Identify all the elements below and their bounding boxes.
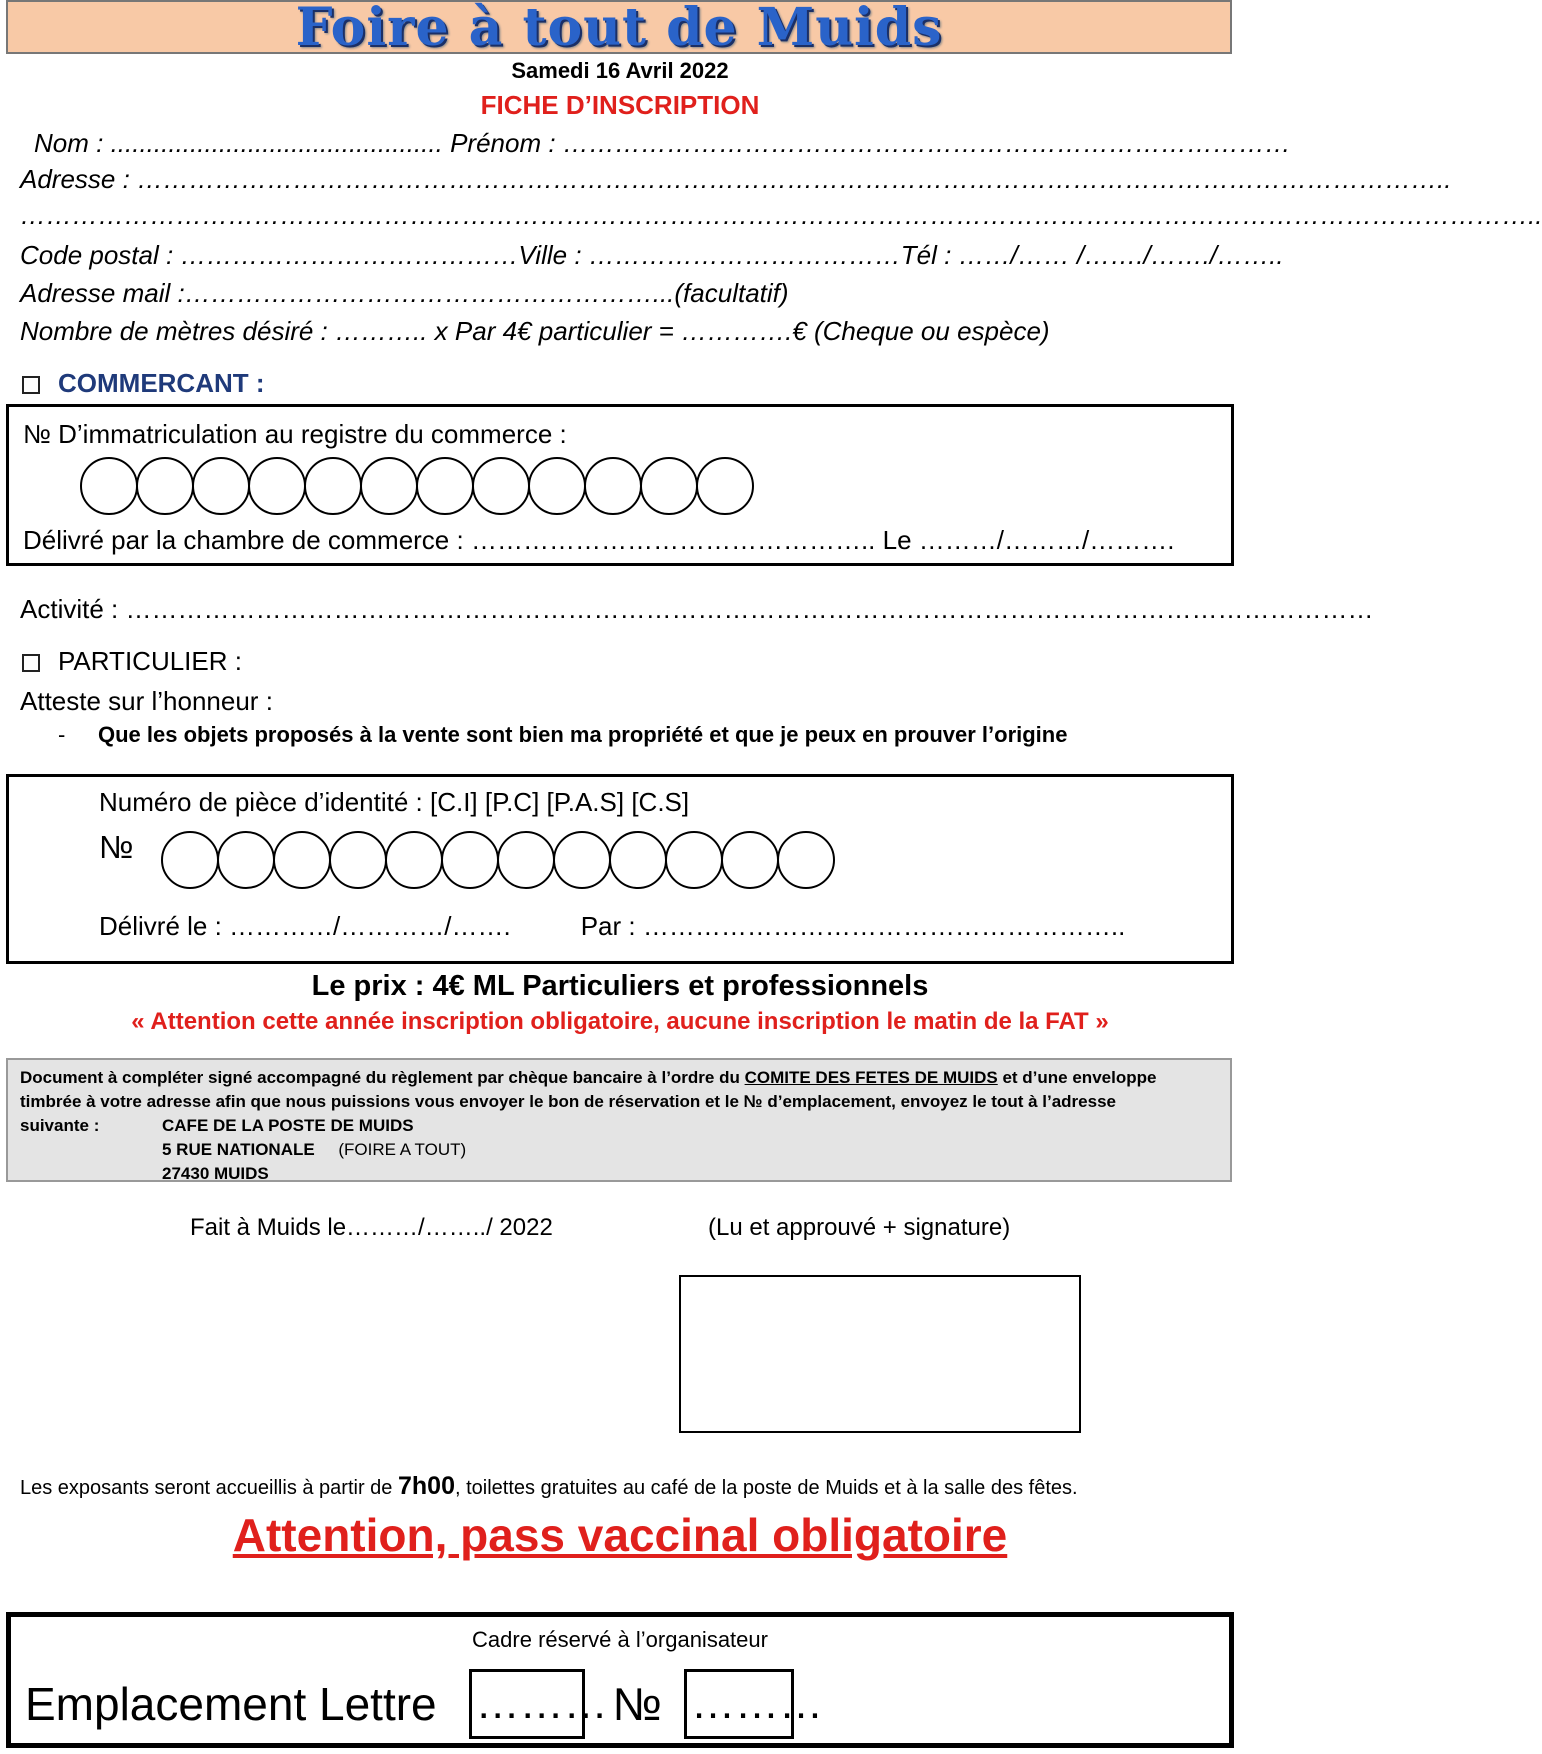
inscription-warning: « Attention cette année inscription obligatoire, aucune inscription le matin de la FAT »	[131, 1008, 1109, 1035]
atteste-label: Atteste sur l’honneur :	[20, 686, 273, 716]
bullet-dash: -	[58, 722, 66, 747]
identite-box	[6, 774, 1234, 964]
particulier-checkbox[interactable]	[22, 654, 40, 672]
digit-circle[interactable]	[161, 831, 219, 889]
particulier-label: PARTICULIER :	[58, 646, 242, 676]
digit-circle[interactable]	[304, 457, 362, 515]
exposants-text-pre: Les exposants seront accueillis à partir de	[20, 1477, 398, 1499]
address-line-3	[20, 1162, 1218, 1186]
comite-name: COMITE DES FETES DE MUIDS	[744, 1068, 998, 1087]
attestation-item	[58, 722, 1067, 748]
title-banner	[6, 0, 1232, 58]
digit-circle[interactable]	[640, 457, 698, 515]
digit-circle[interactable]	[385, 831, 443, 889]
digit-circle[interactable]	[609, 831, 667, 889]
digit-circle[interactable]	[553, 831, 611, 889]
par-field[interactable]: Par : ………………………………………………..	[580, 911, 1126, 941]
instructions-text	[20, 1066, 1218, 1114]
address-name: CAFE DE LA POSTE DE MUIDS	[162, 1116, 414, 1135]
digit-circle[interactable]	[360, 457, 418, 515]
delivre-le-field[interactable]	[99, 911, 1125, 942]
immatriculation-label: № D’immatriculation au registre du commerce :	[23, 419, 567, 449]
numero-box[interactable]: ………	[684, 1669, 794, 1739]
exposants-text-post: , toilettes gratuites au café de la poste de Muids et à la salle des fêtes.	[454, 1477, 1078, 1499]
attestation-text: Que les objets proposés à la vente sont bien ma propriété et que je peux en prouver l’origine	[98, 722, 1068, 747]
field-adresse-mail[interactable]: Adresse mail :………………………………………………...(facultatif)	[20, 278, 789, 308]
digit-circle[interactable]	[497, 831, 555, 889]
field-adresse[interactable]: Adresse : ……………………………………………………………………………………………………………………………………..	[20, 164, 1452, 194]
identite-digits	[161, 831, 833, 889]
suivante-label: suivante :	[20, 1116, 100, 1135]
digit-circle[interactable]	[528, 457, 586, 515]
commercant-option[interactable]	[22, 368, 265, 399]
address-line-1	[20, 1114, 1218, 1138]
immatriculation-digits	[80, 457, 752, 515]
digit-circle[interactable]	[217, 831, 275, 889]
cadre-label: Cadre réservé à l’organisateur	[472, 1627, 768, 1652]
field-nombre-metres[interactable]: Nombre de mètres désiré : ……….. x Par 4€ particulier = ………….€ (Cheque ou espèce)	[20, 316, 1050, 346]
digit-circle[interactable]	[248, 457, 306, 515]
exposants-info	[20, 1472, 1078, 1501]
digit-circle[interactable]	[777, 831, 835, 889]
digit-circle[interactable]	[80, 457, 138, 515]
chambre-commerce-field[interactable]: Délivré par la chambre de commerce : ……………………………………….. Le ………/………/……….	[23, 525, 1175, 555]
address-note: (FOIRE A TOUT)	[338, 1140, 467, 1159]
form-subtitle: FICHE D’INSCRIPTION	[480, 90, 760, 120]
delivre-le-text: Délivré le : …………/…………/…….	[99, 911, 511, 941]
address-city: 27430 MUIDS	[162, 1164, 269, 1183]
event-date: Samedi 16 Avril 2022	[511, 58, 729, 83]
digit-circle[interactable]	[329, 831, 387, 889]
lu-approuve-label: (Lu et approuvé + signature)	[708, 1214, 1011, 1241]
digit-circle[interactable]	[192, 457, 250, 515]
field-activite[interactable]: Activité : ………………………………………………………………………………………………………………………………	[20, 594, 1374, 624]
commercant-box	[6, 404, 1234, 566]
numero-label: №	[99, 829, 134, 865]
digit-circle[interactable]	[441, 831, 499, 889]
particulier-option[interactable]	[22, 646, 242, 677]
digit-circle[interactable]	[665, 831, 723, 889]
digit-circle[interactable]	[136, 457, 194, 515]
digit-circle[interactable]	[416, 457, 474, 515]
price-heading: Le prix : 4€ ML Particuliers et professionnels	[311, 970, 929, 1002]
field-adresse-2[interactable]: …………………………………………………………………………………………………………………………………………………………..	[20, 200, 1542, 230]
emplacement-label: Emplacement Lettre	[25, 1678, 437, 1730]
instructions-box	[6, 1058, 1232, 1182]
address-street-text: 5 RUE NATIONALE	[162, 1140, 315, 1159]
piece-identite-label: Numéro de pièce d’identité : [C.I] [P.C] [P.A.S] [C.S]	[99, 787, 690, 817]
organisateur-box	[6, 1612, 1234, 1748]
digit-circle[interactable]	[472, 457, 530, 515]
field-code-postal-ville-tel[interactable]: Code postal : …………………………………Ville : ………………………………Tél : ……/…… /……./……./……..	[20, 240, 1284, 270]
fait-a-field[interactable]: Fait à Muids le………/……../ 2022	[190, 1214, 553, 1241]
commercant-label: COMMERCANT :	[58, 368, 265, 398]
address-line-2	[20, 1138, 1218, 1162]
emplacement-row	[25, 1669, 824, 1739]
exposants-time: 7h00	[397, 1472, 455, 1500]
numero-label: №	[612, 1678, 663, 1730]
address-street	[162, 1138, 466, 1162]
digit-circle[interactable]	[584, 457, 642, 515]
signature-box[interactable]	[679, 1275, 1081, 1433]
pass-vaccinal-warning: Attention, pass vaccinal obligatoire	[232, 1509, 1008, 1561]
digit-circle[interactable]	[721, 831, 779, 889]
digit-circle[interactable]	[696, 457, 754, 515]
instructions-part2: et d’une enveloppe timbrée à votre adresse afin que nous puissions vous envoyer le bon de réservation et le № d’emplacement, envoyez le tout à l’adresse	[20, 1068, 1157, 1111]
field-nom-prenom[interactable]: Nom : .............................................. Prénom : …………………………………………………………………………	[34, 128, 1291, 158]
digit-circle[interactable]	[273, 831, 331, 889]
page-title: Foire à tout de Muids	[295, 0, 943, 58]
lettre-box[interactable]: ………	[469, 1669, 585, 1739]
instructions-part1: Document à compléter signé accompagné du règlement par chèque bancaire à l’ordre du	[20, 1068, 745, 1087]
commercant-checkbox[interactable]	[22, 376, 40, 394]
